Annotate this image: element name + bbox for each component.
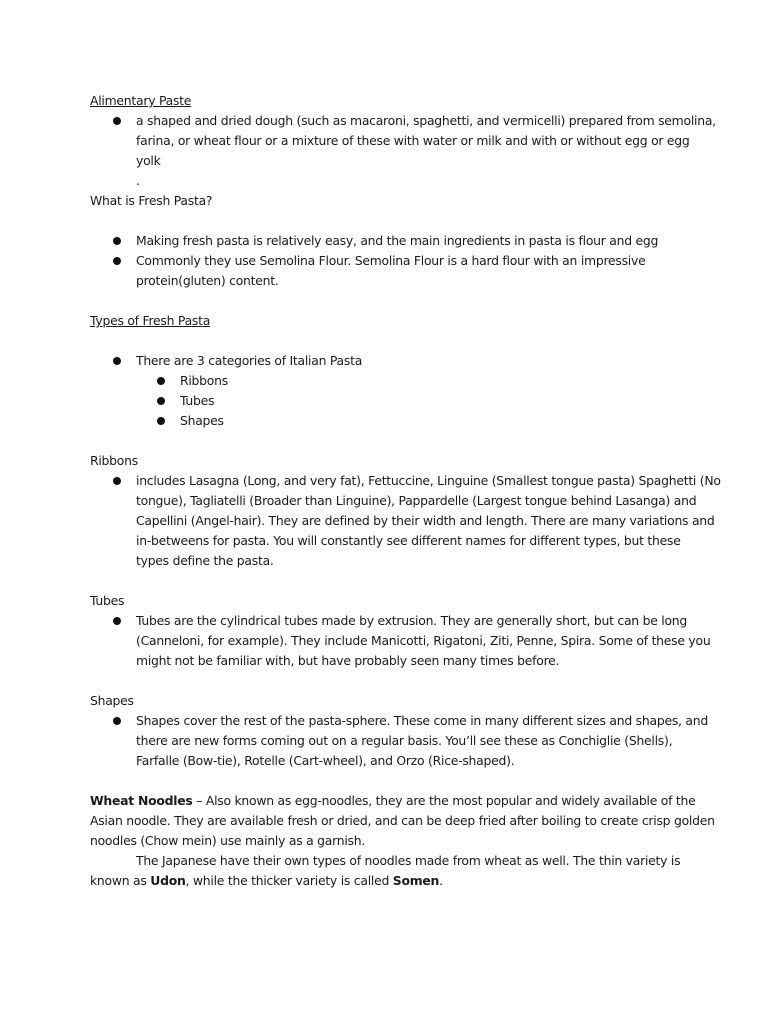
- ribbons-heading: Ribbons: [90, 453, 138, 468]
- alimentary-line-2: farina, or wheat flour or a mixture of these with water or milk and with or without egg or egg: [136, 133, 690, 148]
- shapes-heading: Shapes: [90, 693, 134, 708]
- tubes-line-1: Tubes are the cylindrical tubes made by extrusion. They are generally short, but can be long: [136, 613, 688, 628]
- bullet-icon: [113, 237, 121, 245]
- types-intro: There are 3 categories of Italian Pasta: [136, 353, 363, 368]
- udon-term: Udon: [150, 873, 186, 888]
- fresh-pasta-bullet-2-line-1: Commonly they use Semolina Flour. Semolina Flour is a hard flour with an impressive: [136, 253, 646, 268]
- bullet-icon: [113, 617, 121, 625]
- ribbons-line-2: tongue), Tagliatelli (Broader than Linguine), Pappardelle (Largest tongue behind Lasanga) and: [136, 493, 697, 508]
- types-heading: Types of Fresh Pasta: [90, 313, 211, 328]
- wheat-line-1-rest: – Also known as egg-noodles, they are the most popular and widely available of the: [192, 793, 696, 808]
- shapes-line-2: there are new forms coming out on a regular basis. You’ll see these as Conchiglie (Shells),: [136, 733, 673, 748]
- bullet-icon: [113, 257, 121, 265]
- category-tubes: Tubes: [180, 393, 215, 408]
- shapes-line-3: Farfalle (Bow-tie), Rotelle (Cart-wheel), and Orzo (Rice-shaped).: [136, 753, 515, 768]
- bullet-icon: [157, 377, 165, 385]
- ribbons-line-5: types define the pasta.: [136, 553, 274, 568]
- somen-term: Somen: [392, 873, 440, 888]
- alimentary-line-1: a shaped and dried dough (such as macaroni, spaghetti, and vermicelli) prepared from semolina,: [136, 113, 716, 128]
- wheat-line-4: The Japanese have their own types of noodles made from wheat as well. The thin variety is: [136, 853, 681, 868]
- wheat-line-5-b: , while the thicker variety is called: [185, 873, 393, 888]
- shapes-line-1: Shapes cover the rest of the pasta-sphere. These come in many different sizes and shapes, and: [136, 713, 708, 728]
- wheat-line-1: [90, 791, 695, 811]
- wheat-line-3: noodles (Chow mein) use mainly as a garnish.: [90, 833, 366, 848]
- alimentary-line-3: yolk: [136, 153, 161, 168]
- bullet-icon: [113, 117, 121, 125]
- ribbons-line-1: includes Lasagna (Long, and very fat), Fettuccine, Linguine (Smallest tongue pasta) Spaghetti (No: [136, 473, 721, 488]
- alimentary-trailing: .: [136, 173, 140, 188]
- category-ribbons: Ribbons: [180, 373, 228, 388]
- wheat-line-5-a: known as: [90, 873, 151, 888]
- wheat-term: Wheat Noodles: [90, 793, 193, 808]
- fresh-pasta-bullet-1: Making fresh pasta is relatively easy, and the main ingredients in pasta is flour and egg: [136, 233, 659, 248]
- category-shapes: Shapes: [180, 413, 224, 428]
- fresh-pasta-question: What is Fresh Pasta?: [90, 193, 213, 208]
- tubes-line-2: (Canneloni, for example). They include Manicotti, Rigatoni, Ziti, Penne, Spira. Some of these you: [136, 633, 711, 648]
- tubes-heading: Tubes: [90, 593, 125, 608]
- bullet-icon: [113, 357, 121, 365]
- alimentary-heading: Alimentary Paste: [90, 93, 192, 108]
- ribbons-line-4: in-betweens for pasta. You will constantly see different names for different types, but these: [136, 533, 681, 548]
- wheat-line-2: Asian noodle. They are available fresh or dried, and can be deep fried after boiling to create crisp golden: [90, 813, 715, 828]
- ribbons-line-3: Capellini (Angel-hair). They are defined by their width and length. There are many variations and: [136, 513, 715, 528]
- tubes-line-3: might not be familiar with, but have probably seen many times before.: [136, 653, 560, 668]
- wheat-line-5-c: .: [439, 873, 443, 888]
- bullet-icon: [157, 417, 165, 425]
- bullet-icon: [113, 717, 121, 725]
- bullet-icon: [113, 477, 121, 485]
- wheat-line-5: [90, 871, 443, 891]
- bullet-icon: [157, 397, 165, 405]
- fresh-pasta-bullet-2-line-2: protein(gluten) content.: [136, 273, 279, 288]
